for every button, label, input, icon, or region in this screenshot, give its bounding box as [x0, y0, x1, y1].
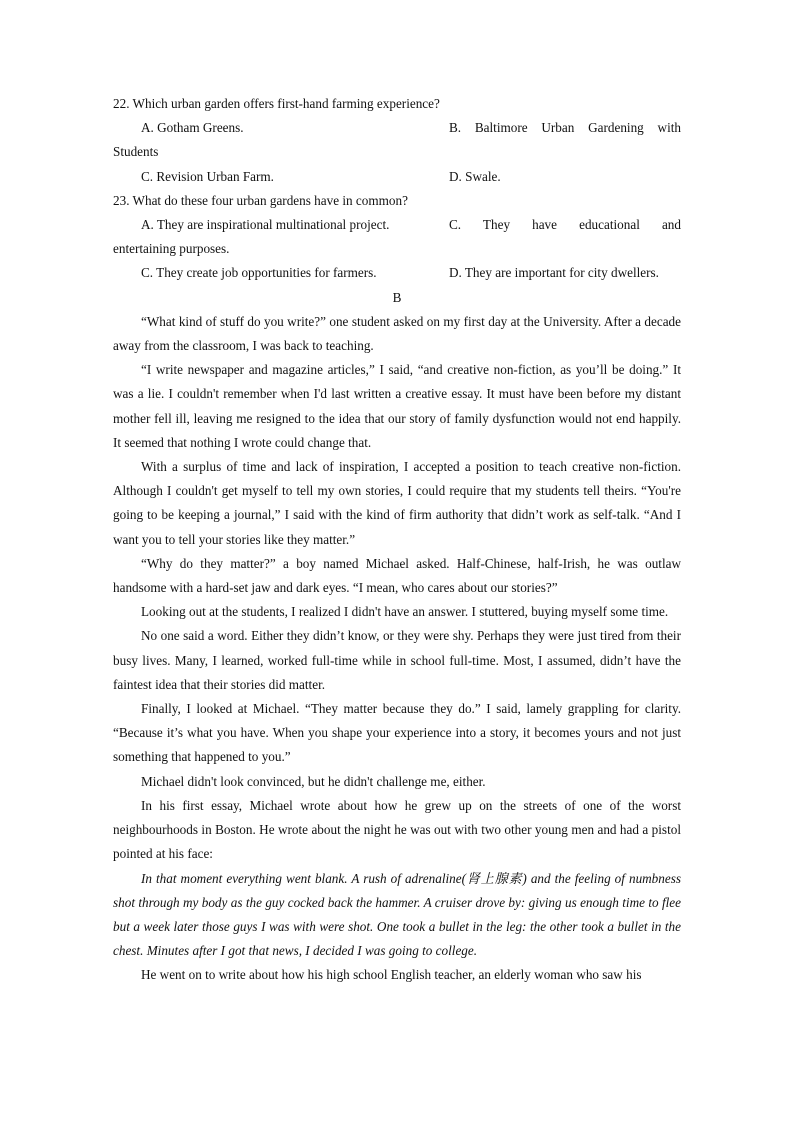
option-23-a: A. They are inspirational multinational project.: [141, 217, 390, 233]
passage-paragraph: “Why do they matter?” a boy named Michael asked. Half-Chinese, half-Irish, he was outlaw handsome with a hard-set jaw and dark eyes. “I mean, who cares about our stories?”: [113, 555, 681, 596]
option-22-d: D. Swale.: [449, 168, 501, 184]
passage-paragraph: With a surplus of time and lack of inspiration, I accepted a position to teach creative non-fiction. Although I couldn't get myself to tell my own stories, I could require that my students tell theirs. “You're going to be keeping a journal,” I said with the kind of firm authority that didn’t work as self-talk. “And I want you to tell your stories like they matter.”: [113, 459, 681, 547]
question-23: [113, 189, 681, 286]
option-23-d: D. They are important for city dwellers.: [449, 265, 659, 281]
option-23-c: C. They have educational and: [449, 217, 681, 233]
passage-b: [113, 310, 681, 988]
question-23-options-row-1: [113, 213, 681, 237]
option-22-a: A. Gotham Greens.: [141, 120, 244, 136]
passage-paragraph: Finally, I looked at Michael. “They matter because they do.” I said, lamely grappling for clarity. “Because it’s what you have. When you shape your experience into a story, it becomes yours and not just something that happened to you.”: [113, 701, 681, 765]
option-22-b-continued: Students: [113, 144, 159, 160]
passage-paragraph: “I write newspaper and magazine articles,” I said, “and creative non-fiction, as you’ll be doing.” It was a lie. I couldn't remember when I'd last written a creative essay. It must have been before my distant mother fell ill, leaving me resigned to the idea that our story of family dysfunction would not end happily. It seemed that nothing I wrote could change that.: [113, 362, 681, 450]
passage-paragraph: Looking out at the students, I realized I didn't have an answer. I stuttered, buying myself some time.: [141, 604, 669, 620]
passage-paragraph: Michael didn't look convinced, but he didn't challenge me, either.: [141, 773, 486, 789]
option-22-c: C. Revision Urban Farm.: [141, 168, 274, 184]
question-22-options-row-2: [113, 165, 681, 189]
passage-paragraph: He went on to write about how his high school English teacher, an elderly woman who saw his: [141, 967, 642, 983]
passage-paragraph: In his first essay, Michael wrote about how he grew up on the streets of one of the worst neighbourhoods in Boston. He wrote about the night he was out with two other young men and had a pistol pointed at his face:: [113, 797, 681, 862]
question-22-text: 22. Which urban garden offers first-hand farming experience?: [113, 96, 440, 111]
document-page: [113, 92, 681, 988]
option-22-b: B. Baltimore Urban Gardening with: [449, 120, 681, 136]
essay-excerpt: In that moment everything went blank. A rush of adrenaline(肾上腺素) and the feeling of numbness shot through my body as the guy cocked back the hammer. A cruiser drove by: giving us enough time to flee but a week later those guys I was with were shot. One took a bullet in the leg: the other took a bullet in the chest. Minutes after I got that news, I decided I was going to college.: [113, 870, 681, 959]
question-22-options-row-1: [113, 116, 681, 140]
passage-paragraph: “What kind of stuff do you write?” one student asked on my first day at the University. After a decade away from the classroom, I was back to teaching.: [113, 313, 681, 354]
option-23-c-continued: entertaining purposes.: [113, 241, 230, 257]
question-22: [113, 92, 681, 189]
question-23-text: 23. What do these four urban gardens have in common?: [113, 192, 408, 208]
option-23-c2: C. They create job opportunities for farmers.: [141, 265, 377, 281]
question-23-options-row-2: [113, 261, 681, 285]
passage-paragraph: No one said a word. Either they didn’t know, or they were shy. Perhaps they were just tired from their busy lives. Many, I learned, worked full-time while in school full-time. Most, I assumed, didn’t have the faintest idea that their stories did matter.: [113, 628, 681, 692]
section-label: B: [392, 289, 402, 305]
